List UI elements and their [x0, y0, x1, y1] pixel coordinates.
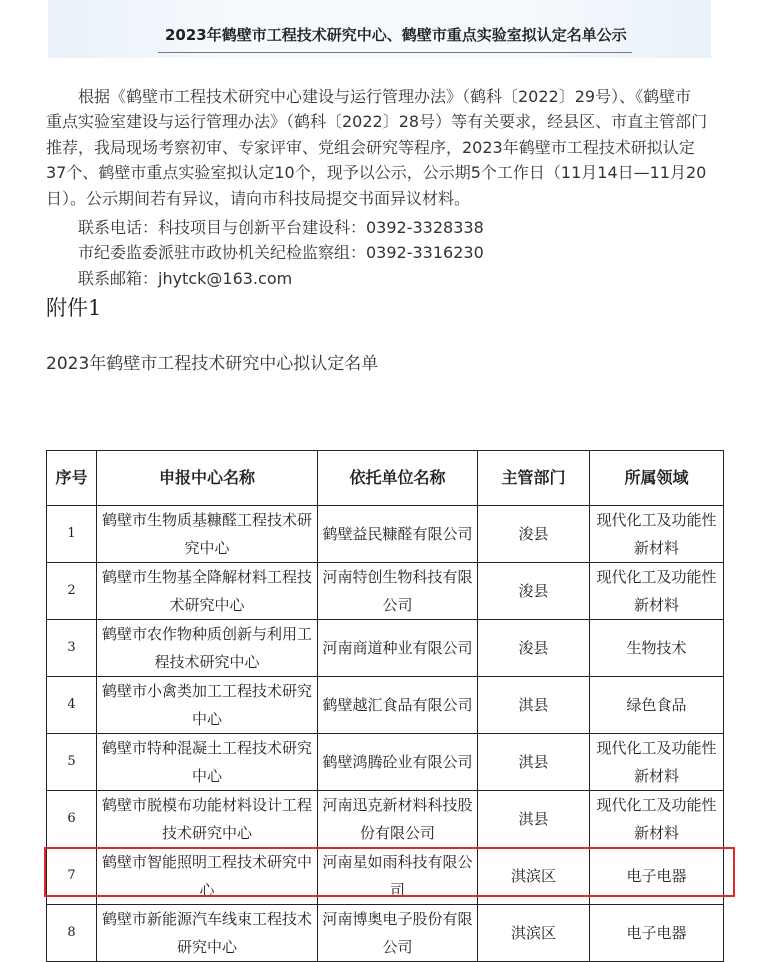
row-unit-name: 河南特创生物科技有限公司	[318, 563, 478, 620]
row-center-name: 鹤壁市生物基全降解材料工程技术研究中心	[97, 563, 318, 620]
row-no: 7	[47, 848, 97, 905]
table-row	[47, 563, 724, 620]
row-department: 淇滨区	[478, 848, 590, 905]
header-no: 序号	[47, 451, 97, 506]
table-row-highlighted	[47, 848, 724, 905]
row-no: 5	[47, 734, 97, 791]
row-field: 电子电器	[590, 905, 724, 962]
row-no: 2	[47, 563, 97, 620]
attachment-label: 附件1	[46, 296, 102, 320]
row-unit-name: 河南商道种业有限公司	[318, 620, 478, 677]
row-field: 现代化工及功能性新材料	[590, 734, 724, 791]
row-field: 现代化工及功能性新材料	[590, 563, 724, 620]
row-field: 电子电器	[590, 848, 724, 905]
table-row	[47, 791, 724, 848]
row-no: 6	[47, 791, 97, 848]
header-department: 主管部门	[478, 451, 590, 506]
row-field: 现代化工及功能性新材料	[590, 506, 724, 563]
row-unit-name: 鹤壁越汇食品有限公司	[318, 677, 478, 734]
table-row	[47, 677, 724, 734]
row-field: 现代化工及功能性新材料	[590, 791, 724, 848]
row-department: 淇县	[478, 791, 590, 848]
row-no: 3	[47, 620, 97, 677]
row-center-name: 鹤壁市新能源汽车线束工程技术研究中心	[97, 905, 318, 962]
table-row	[47, 620, 724, 677]
paragraph-line: 推荐，我局现场考察初审、专家评审、党组会研究等程序，2023年鹤壁市工程技术研拟认定	[46, 137, 695, 157]
row-no: 4	[47, 677, 97, 734]
table-header-row	[47, 451, 724, 506]
row-department: 淇县	[478, 677, 590, 734]
row-department: 淇县	[478, 734, 590, 791]
contact-email: 联系邮箱：jhytck@163.com	[78, 269, 293, 288]
header-field: 所属领域	[590, 451, 724, 506]
contact-phone-1: 联系电话：科技项目与创新平台建设科：0392-3328338	[78, 218, 484, 237]
candidate-table	[46, 450, 724, 962]
row-unit-name: 河南博奥电子股份有限公司	[318, 905, 478, 962]
row-center-name: 鹤壁市特种混凝土工程技术研究中心	[97, 734, 318, 791]
row-unit-name: 河南星如雨科技有限公司	[318, 848, 478, 905]
row-center-name: 鹤壁市农作物种质创新与利用工程技术研究中心	[97, 620, 318, 677]
row-center-name: 鹤壁市脱模布功能材料设计工程技术研究中心	[97, 791, 318, 848]
row-field: 生物技术	[590, 620, 724, 677]
row-center-name: 鹤壁市生物质基糠醛工程技术研究中心	[97, 506, 318, 563]
page-title: 2023年鹤壁市工程技术研究中心、鹤壁市重点实验室拟认定名单公示	[165, 26, 627, 44]
row-department: 浚县	[478, 620, 590, 677]
paragraph-line: 根据《鹤壁市工程技术研究中心建设与运行管理办法》（鹤科〔2022〕29号）、《鹤壁市	[46, 87, 692, 106]
row-department: 浚县	[478, 506, 590, 563]
row-center-name: 鹤壁市小禽类加工工程技术研究中心	[97, 677, 318, 734]
row-department: 浚县	[478, 563, 590, 620]
title-underline	[158, 52, 632, 53]
table-row	[47, 506, 724, 563]
row-center-name: 鹤壁市智能照明工程技术研究中心	[97, 848, 318, 905]
row-no: 8	[47, 905, 97, 962]
row-field: 绿色食品	[590, 677, 724, 734]
paragraph-line: 日）。公示期间若有异议，请向市科技局提交书面异议材料。	[46, 188, 471, 208]
header-unit-name: 依托单位名称	[318, 451, 478, 506]
paragraph-line: 37个、鹤壁市重点实验室拟认定10个，现予以公示，公示期5个工作日（11月14日—11月20	[46, 163, 707, 183]
row-unit-name: 河南迅克新材料科技股份有限公司	[318, 791, 478, 848]
row-unit-name: 鹤壁益民糠醛有限公司	[318, 506, 478, 563]
row-department: 淇滨区	[478, 905, 590, 962]
table-row	[47, 734, 724, 791]
list-title: 2023年鹤壁市工程技术研究中心拟认定名单	[46, 354, 379, 374]
table-row	[47, 905, 724, 962]
contact-phone-2: 市纪委监委派驻市政协机关纪检监察组：0392-3316230	[78, 243, 484, 262]
row-unit-name: 鹤壁鸿腾砼业有限公司	[318, 734, 478, 791]
header-center-name: 申报中心名称	[97, 451, 318, 506]
row-no: 1	[47, 506, 97, 563]
announcement-paragraph	[46, 84, 730, 211]
paragraph-line: 重点实验室建设与运行管理办法》（鹤科〔2022〕28号）等有关要求，经县区、市直主管部门	[46, 112, 708, 132]
